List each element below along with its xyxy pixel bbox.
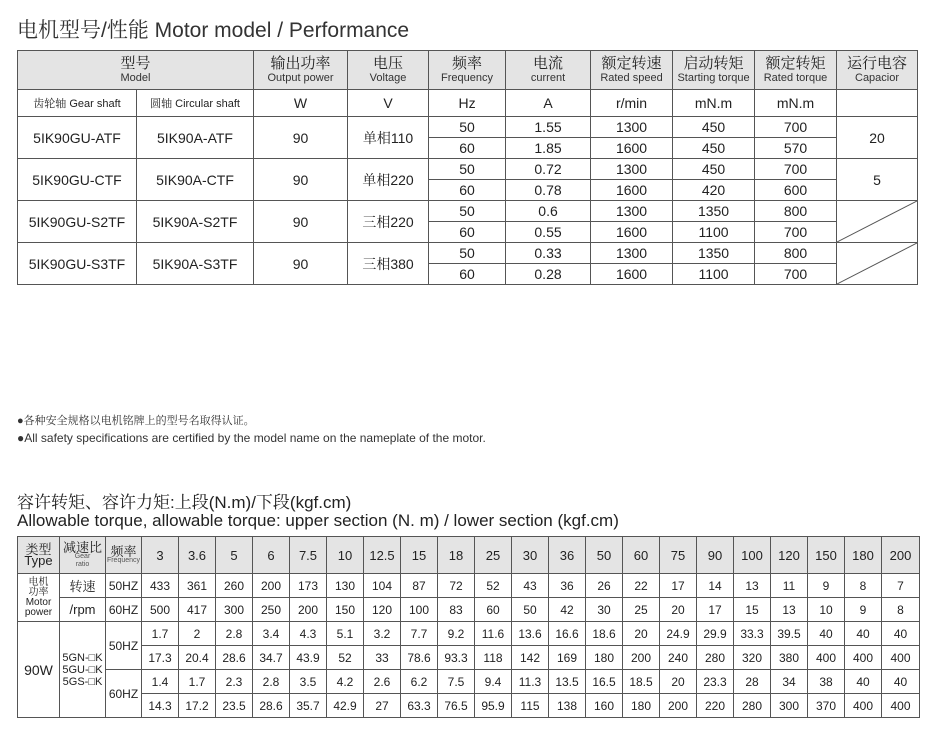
frequency: 60 [429,180,506,201]
torque-50hz-kgf-value: 320 [734,646,771,670]
torque-60hz-kgf-value: 160 [586,694,623,718]
freq-50hz: 50HZ [106,574,142,598]
current: 0.28 [506,264,591,285]
torque-50hz-kgf-value: 118 [475,646,512,670]
torque-60hz-nm-value: 2.8 [253,670,290,694]
circular-shaft-model: 5IK90A-S3TF [137,243,254,285]
voltage: 三相220 [348,201,429,243]
header-frequency: 频率 Frequency [106,537,142,574]
motor-90w: 90W [18,622,60,718]
rated-torque: 570 [755,138,837,159]
header-capacitor: 运行电容 Capacior [837,51,918,90]
speed-60hz-value: 42 [549,598,586,622]
speed-60hz-value: 200 [290,598,327,622]
header-type: 类型 Type [18,537,60,574]
ratio-header: 150 [808,537,845,574]
torque-row-50hz-kgf [18,646,920,670]
torque-row-60hz-nm [18,670,920,694]
capacitor: 5 [837,159,918,201]
current: 0.72 [506,159,591,180]
gearhead-list: 5GN-□K 5GU-□K 5GS-□K [60,622,106,718]
torque-50hz-kgf-value: 400 [845,646,882,670]
ratio-header: 36 [549,537,586,574]
torque-50hz-nm-value: 20 [623,622,660,646]
torque-60hz-nm-value: 3.5 [290,670,327,694]
starting-torque: 1350 [673,243,755,264]
frequency: 50 [429,117,506,138]
rated-torque: 600 [755,180,837,201]
table-row [18,117,918,138]
torque-50hz-kgf-value: 142 [512,646,549,670]
torque-60hz-kgf-value: 300 [771,694,808,718]
torque-50hz-nm-value: 29.9 [697,622,734,646]
torque-60hz-kgf-value: 27 [364,694,401,718]
torque-60hz-kgf-value: 400 [882,694,920,718]
torque-50hz-kgf-value: 28.6 [216,646,253,670]
torque-50hz-nm-value: 4.3 [290,622,327,646]
torque-50hz-kgf-value: 169 [549,646,586,670]
gear-shaft-model: 5IK90GU-S3TF [18,243,137,285]
torque-60hz-nm-value: 18.5 [623,670,660,694]
torque-60hz-nm-value: 40 [845,670,882,694]
speed-50hz-value: 260 [216,574,253,598]
ratio-header: 3.6 [179,537,216,574]
torque-60hz-nm-value: 38 [808,670,845,694]
torque-50hz-nm-value: 3.2 [364,622,401,646]
speed-50hz-value: 433 [142,574,179,598]
ratio-header: 7.5 [290,537,327,574]
speed-50hz-value: 36 [549,574,586,598]
torque-50hz-nm-value: 3.4 [253,622,290,646]
rated-speed: 1300 [591,243,673,264]
output-power: 90 [254,243,348,285]
table-row [18,159,918,180]
starting-torque: 450 [673,117,755,138]
current: 0.78 [506,180,591,201]
ratio-header: 200 [882,537,920,574]
torque-50hz-nm-value: 11.6 [475,622,512,646]
torque-50hz-kgf-value: 200 [623,646,660,670]
frequency: 50 [429,243,506,264]
speed-50hz-value: 52 [475,574,512,598]
speed-50hz-value: 72 [438,574,475,598]
rated-speed: 1600 [591,264,673,285]
torque-50hz-nm-value: 2.8 [216,622,253,646]
starting-torque: 1100 [673,264,755,285]
speed-50hz-value: 87 [401,574,438,598]
torque-50hz-kgf-value: 280 [697,646,734,670]
torque-50hz-nm-value: 39.5 [771,622,808,646]
torque-60hz-nm-value: 2.6 [364,670,401,694]
rated-speed: 1300 [591,159,673,180]
torque-60hz-kgf-value: 200 [660,694,697,718]
frequency: 50 [429,159,506,180]
rated-speed: 1600 [591,138,673,159]
speed-60hz-value: 13 [771,598,808,622]
ratio-header: 30 [512,537,549,574]
torque-50hz-kgf-value: 33 [364,646,401,670]
torque-50hz-kgf-value: 380 [771,646,808,670]
rated-torque: 700 [755,264,837,285]
speed-60hz-value: 17 [697,598,734,622]
torque-60hz-kgf-value: 115 [512,694,549,718]
ratio-header: 25 [475,537,512,574]
speed-50hz-value: 9 [808,574,845,598]
diagonal-slash [837,243,917,284]
performance-table [17,50,918,285]
torque-60hz-kgf-value: 280 [734,694,771,718]
safety-note-zh: ●各种安全规格以电机铭牌上的型号名取得认证。 [17,415,255,427]
torque-50hz-nm-value: 24.9 [660,622,697,646]
torque-60hz-nm-value: 1.7 [179,670,216,694]
diagonal-slash [837,201,917,242]
torque-60hz-nm-value: 2.3 [216,670,253,694]
speed-50hz-value: 361 [179,574,216,598]
circular-shaft-model: 5IK90A-ATF [137,117,254,159]
speed-60hz-value: 300 [216,598,253,622]
units-row [18,90,918,117]
speed-60hz-value: 500 [142,598,179,622]
speed-row-50hz [18,574,920,598]
header-voltage: 电压 Voltage [348,51,429,90]
torque-60hz-nm-value: 11.3 [512,670,549,694]
torque-title-en: Allowable torque, allowable torque: upper section (N. m) / lower section (kgf.cm) [17,511,619,530]
speed-50hz-value: 8 [845,574,882,598]
torque-60hz-nm-value: 28 [734,670,771,694]
output-power: 90 [254,201,348,243]
torque-50hz-kgf-value: 20.4 [179,646,216,670]
gear-shaft-model: 5IK90GU-CTF [18,159,137,201]
speed-60hz-value: 25 [623,598,660,622]
voltage: 三相380 [348,243,429,285]
torque-60hz-kgf-value: 14.3 [142,694,179,718]
torque-title-zh: 容许转矩、容许力矩:上段(N.m)/下段(kgf.cm) [17,493,352,512]
unit-circular-shaft: 圆轴 Circular shaft [137,90,254,117]
header-rated-speed: 额定转速 Rated speed [591,51,673,90]
torque-50hz-nm-value: 18.6 [586,622,623,646]
speed-50hz-value: 17 [660,574,697,598]
torque-60hz-nm-value: 23.3 [697,670,734,694]
unit-capacitor [837,90,918,117]
ratio-header: 50 [586,537,623,574]
voltage: 单相110 [348,117,429,159]
table-row [18,201,918,222]
starting-torque: 450 [673,159,755,180]
speed-label: 转速 [60,574,106,598]
capacitor-not-applicable [837,243,918,285]
speed-60hz-value: 120 [364,598,401,622]
rated-speed: 1600 [591,180,673,201]
speed-50hz-value: 26 [586,574,623,598]
rated-speed: 1300 [591,201,673,222]
torque-50hz-nm-value: 40 [882,622,920,646]
torque-50hz-nm-value: 1.7 [142,622,179,646]
output-power: 90 [254,117,348,159]
current: 0.55 [506,222,591,243]
speed-50hz-value: 173 [290,574,327,598]
unit-gear-shaft: 齿轮轴 Gear shaft [18,90,137,117]
starting-torque: 420 [673,180,755,201]
voltage: 单相220 [348,159,429,201]
torque-50hz-kgf-value: 180 [586,646,623,670]
ratio-header: 6 [253,537,290,574]
torque-60hz-nm-value: 4.2 [327,670,364,694]
freq-60hz: 60HZ [106,670,142,718]
header-model: 型号 Model [18,51,254,90]
ratio-header: 60 [623,537,660,574]
speed-60hz-value: 60 [475,598,512,622]
speed-60hz-value: 9 [845,598,882,622]
torque-60hz-kgf-value: 76.5 [438,694,475,718]
torque-50hz-kgf-value: 93.3 [438,646,475,670]
rated-torque: 700 [755,222,837,243]
ratio-header: 120 [771,537,808,574]
unit-speed: r/min [591,90,673,117]
ratio-header: 180 [845,537,882,574]
ratio-header: 3 [142,537,179,574]
torque-50hz-nm-value: 7.7 [401,622,438,646]
rated-torque: 700 [755,117,837,138]
speed-row-60hz [18,598,920,622]
torque-50hz-nm-value: 9.2 [438,622,475,646]
ratio-header: 12.5 [364,537,401,574]
torque-50hz-nm-value: 16.6 [549,622,586,646]
torque-50hz-nm-value: 40 [845,622,882,646]
ratio-header: 100 [734,537,771,574]
torque-60hz-nm-value: 16.5 [586,670,623,694]
rated-torque: 800 [755,243,837,264]
frequency: 60 [429,138,506,159]
torque-50hz-nm-value: 2 [179,622,216,646]
speed-50hz-value: 130 [327,574,364,598]
ratio-header: 10 [327,537,364,574]
torque-row-60hz-kgf [18,694,920,718]
ratio-header: 18 [438,537,475,574]
freq-50hz: 50HZ [106,622,142,670]
unit-starting-torque: mN.m [673,90,755,117]
torque-60hz-nm-value: 9.4 [475,670,512,694]
speed-60hz-value: 50 [512,598,549,622]
ratio-header: 15 [401,537,438,574]
speed-unit: /rpm [60,598,106,622]
torque-50hz-kgf-value: 240 [660,646,697,670]
rated-torque: 700 [755,159,837,180]
safety-note-en: ●All safety specifications are certified by the model name on the nameplate of the motor. [17,431,486,445]
torque-row-50hz-nm [18,622,920,646]
header-current: 电流 current [506,51,591,90]
speed-60hz-value: 417 [179,598,216,622]
header-frequency: 频率 Frequency [429,51,506,90]
speed-50hz-value: 13 [734,574,771,598]
torque-60hz-kgf-value: 23.5 [216,694,253,718]
torque-60hz-nm-value: 13.5 [549,670,586,694]
starting-torque: 1100 [673,222,755,243]
header-starting-torque: 启动转矩 Starting torque [673,51,755,90]
torque-50hz-nm-value: 33.3 [734,622,771,646]
unit-voltage: V [348,90,429,117]
torque-50hz-nm-value: 40 [808,622,845,646]
allowable-torque-table [17,536,920,718]
torque-60hz-kgf-value: 370 [808,694,845,718]
unit-frequency: Hz [429,90,506,117]
unit-power: W [254,90,348,117]
rated-speed: 1600 [591,222,673,243]
torque-60hz-nm-value: 34 [771,670,808,694]
header-gear-ratio: 减速比 Gear ratio [60,537,106,574]
torque-60hz-kgf-value: 138 [549,694,586,718]
ratio-header: 75 [660,537,697,574]
speed-60hz-value: 15 [734,598,771,622]
speed-60hz-value: 250 [253,598,290,622]
speed-50hz-value: 200 [253,574,290,598]
torque-50hz-kgf-value: 52 [327,646,364,670]
torque-50hz-kgf-value: 78.6 [401,646,438,670]
gear-shaft-model: 5IK90GU-S2TF [18,201,137,243]
capacitor: 20 [837,117,918,159]
current: 0.33 [506,243,591,264]
torque-60hz-nm-value: 6.2 [401,670,438,694]
starting-torque: 450 [673,138,755,159]
torque-50hz-nm-value: 13.6 [512,622,549,646]
rated-speed: 1300 [591,117,673,138]
torque-50hz-kgf-value: 400 [882,646,920,670]
torque-60hz-kgf-value: 42.9 [327,694,364,718]
speed-60hz-value: 20 [660,598,697,622]
torque-60hz-kgf-value: 220 [697,694,734,718]
ratio-header: 5 [216,537,253,574]
speed-60hz-value: 83 [438,598,475,622]
unit-rated-torque: mN.m [755,90,837,117]
starting-torque: 1350 [673,201,755,222]
torque-50hz-kgf-value: 400 [808,646,845,670]
capacitor-not-applicable [837,201,918,243]
torque-60hz-kgf-value: 180 [623,694,660,718]
table-row [18,243,918,264]
torque-60hz-kgf-value: 17.2 [179,694,216,718]
torque-60hz-kgf-value: 400 [845,694,882,718]
speed-50hz-value: 7 [882,574,920,598]
speed-60hz-value: 8 [882,598,920,622]
circular-shaft-model: 5IK90A-S2TF [137,201,254,243]
torque-50hz-kgf-value: 34.7 [253,646,290,670]
header-rated-torque: 额定转矩 Rated torque [755,51,837,90]
torque-50hz-kgf-value: 43.9 [290,646,327,670]
speed-60hz-value: 150 [327,598,364,622]
ratio-header: 90 [697,537,734,574]
speed-60hz-value: 100 [401,598,438,622]
torque-50hz-kgf-value: 17.3 [142,646,179,670]
torque-50hz-nm-value: 5.1 [327,622,364,646]
speed-50hz-value: 104 [364,574,401,598]
gear-shaft-model: 5IK90GU-ATF [18,117,137,159]
frequency: 60 [429,222,506,243]
current: 1.85 [506,138,591,159]
performance-header-row [18,51,918,90]
speed-50hz-value: 22 [623,574,660,598]
rated-torque: 800 [755,201,837,222]
torque-60hz-nm-value: 40 [882,670,920,694]
performance-title: 电机型号/性能 Motor model / Performance [17,19,410,42]
torque-60hz-nm-value: 1.4 [142,670,179,694]
torque-60hz-kgf-value: 28.6 [253,694,290,718]
speed-60hz-value: 30 [586,598,623,622]
header-output-power: 输出功率 Output power [254,51,348,90]
speed-50hz-value: 11 [771,574,808,598]
motor-power-label: 电机 功率 Motor power [18,574,60,622]
torque-60hz-nm-value: 20 [660,670,697,694]
speed-50hz-value: 43 [512,574,549,598]
unit-current: A [506,90,591,117]
current: 1.55 [506,117,591,138]
speed-50hz-value: 14 [697,574,734,598]
speed-60hz-value: 10 [808,598,845,622]
torque-60hz-kgf-value: 35.7 [290,694,327,718]
torque-header-row [18,537,920,574]
frequency: 50 [429,201,506,222]
torque-60hz-nm-value: 7.5 [438,670,475,694]
torque-60hz-kgf-value: 95.9 [475,694,512,718]
circular-shaft-model: 5IK90A-CTF [137,159,254,201]
torque-60hz-kgf-value: 63.3 [401,694,438,718]
output-power: 90 [254,159,348,201]
frequency: 60 [429,264,506,285]
current: 0.6 [506,201,591,222]
freq-60hz: 60HZ [106,598,142,622]
